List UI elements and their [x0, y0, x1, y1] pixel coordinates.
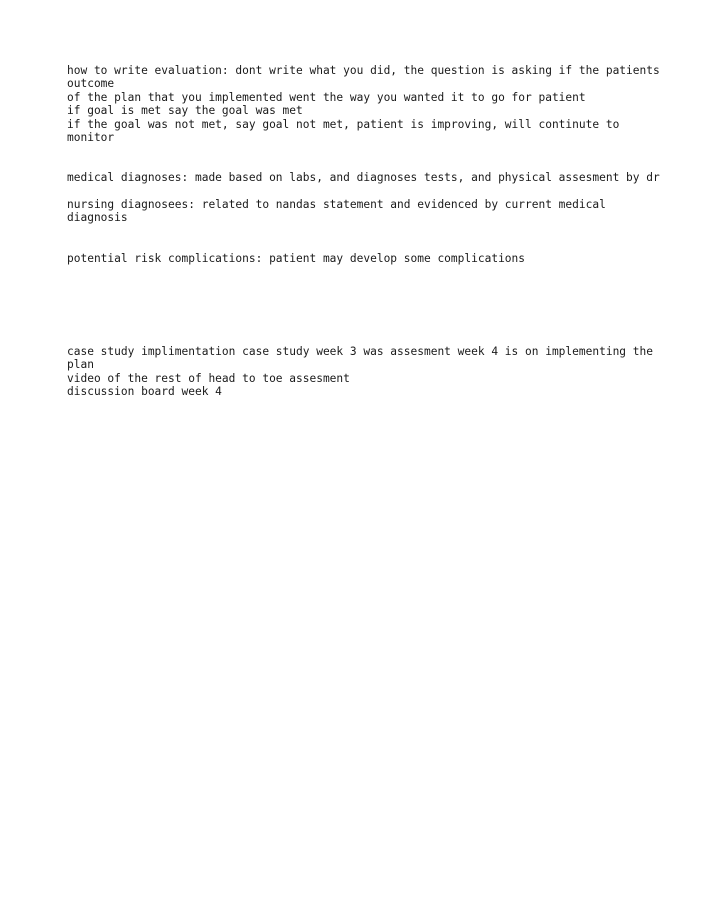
evaluation-line-1: how to write evaluation: dont write what you did, the question is asking if the patients outcome — [67, 64, 660, 91]
spacer — [67, 265, 667, 345]
medical-diagnoses-line: medical diagnoses: made based on labs, and diagnoses tests, and physical assesment by dr — [67, 171, 660, 185]
nursing-diagnoses-line: nursing diagnosees: related to nandas statement and evidenced by current medical diagnosis — [67, 198, 606, 225]
case-study-line-2: video of the rest of head to toe assesment — [67, 371, 350, 385]
evaluation-line-3: if goal is met say the goal was met — [67, 104, 303, 118]
evaluation-line-2: of the plan that you implemented went the way you wanted it to go for patient — [67, 90, 586, 104]
spacer — [67, 185, 667, 198]
document-body — [67, 64, 667, 399]
case-study-line-3: discussion board week 4 — [67, 385, 222, 399]
spacer — [67, 225, 667, 252]
case-study-line-1: case study implimentation case study week 3 was assesment week 4 is on implementing the plan — [67, 345, 653, 372]
potential-risk-line: potential risk complications: patient may develop some complications — [67, 251, 526, 265]
spacer — [67, 144, 667, 171]
evaluation-line-4: if the goal was not met, say goal not met, patient is improving, will continute to monitor — [67, 117, 620, 145]
